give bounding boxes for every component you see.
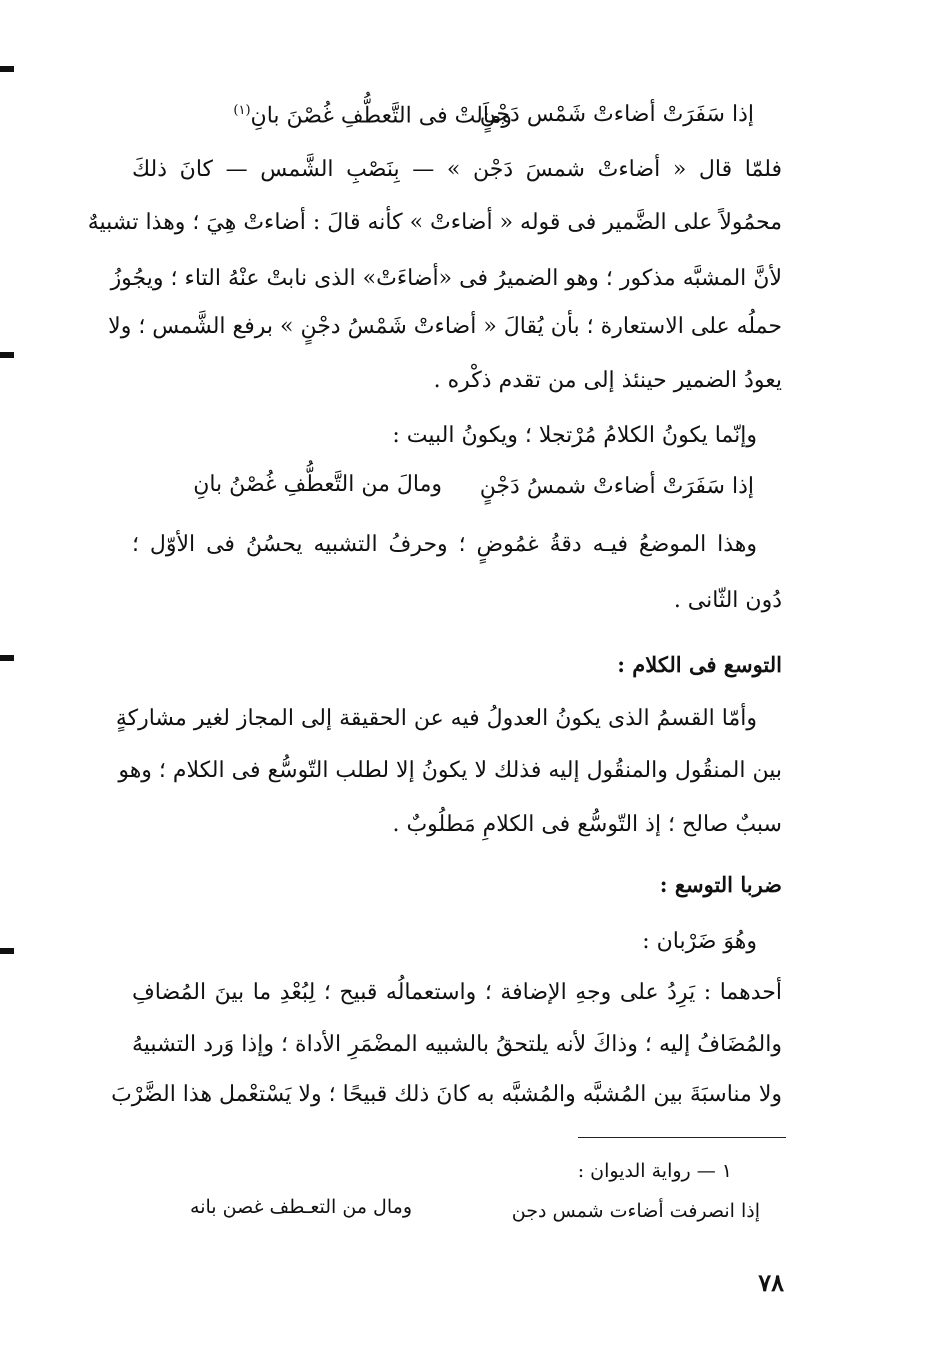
text-line: حملُه على الاستعارة ؛ بأن يُقالَ « أضاءتْ شَمْسُ دجْنٍ » برفع الشَّمس ؛ ولا: [108, 314, 782, 339]
margin-mark: [0, 352, 14, 358]
text-line: وإنّما يكونُ الكلامُ مُرْتجلا ؛ ويكونُ البيت :: [392, 423, 757, 448]
text-line: بين المنقُول والمنقُول إليه فذلك لا يكونُ إلا لطلب التّوسُّع فى الكلام ؛ وهو: [118, 758, 782, 783]
margin-mark: [0, 66, 14, 72]
margin-mark: [0, 948, 14, 954]
text-line: محمُولاً على الضَّمير فى قوله « أضاءتْ » كأنه قالَ : أضاءتْ هِيَ ؛ وهذا تشبيهٌ: [87, 210, 782, 235]
text-line: أحدهما : يَرِدُ على وجهِ الإضافة ؛ واستعمالُه قبيح ؛ لِبُعْدِ ما بينَ المُضافِ: [132, 980, 782, 1005]
verse-2-second-hemistich: ومالَ من التَّعطُّفِ غُصْنُ بانِ: [193, 472, 442, 497]
section-heading: ضربا التوسع :: [659, 872, 782, 897]
verse-1-first-hemistich: إذا سَفَرَتْ أضاءتْ شَمْس دَجْنٍ: [479, 102, 754, 127]
text-line: دُون الثّانى .: [673, 588, 782, 613]
text-line: فلمّا قال « أضاءتْ شمسَ دَجْن » — بِنَصْبِ الشَّمس — كانَ ذلكَ: [132, 157, 782, 182]
page-number: ٧٨: [758, 1268, 784, 1297]
text-line: وهُوَ ضَرْبان :: [642, 929, 757, 954]
text-line: وأمّا القسمُ الذى يكونُ العدولُ فيه عن الحقيقة إلى المجاز لغير مشاركةٍ: [115, 706, 757, 731]
footnote-ref: (١): [233, 103, 251, 118]
verse-1-second-hemistich: وماَلتْ فى التَّعطُّفِ غُصْنَ بانِ$^{(١)}$: [233, 103, 512, 129]
footnote-separator: [578, 1137, 786, 1138]
footnote-verse-first: إذا انصرفت أضاءت شمس دجن: [511, 1200, 760, 1222]
text-line: والمُضَافُ إليه ؛ وذاكَ لأنه يلتحقُ بالشبيه المضْمَرِ الأداة ؛ وإذا وَرد التشبيهُ: [132, 1032, 782, 1057]
text-line: ولا مناسبَةَ بين المُشبَّه والمُشبَّه به كانَ ذلك قبيحًا ؛ ولا يَسْتعْمل هذا الضَّرْبَ: [111, 1082, 782, 1107]
text-line: سببٌ صالح ؛ إذ التّوسُّع فى الكلامِ مَطلُوبٌ .: [392, 812, 782, 837]
verse-2-first-hemistich: إذا سَفَرَتْ أضاءتْ شمسُ دَجْنٍ: [479, 474, 754, 499]
section-heading: التوسع فى الكلام :: [617, 652, 782, 677]
margin-mark: [0, 655, 14, 661]
text-line: يعودُ الضمير حينئذ إلى من تقدم ذكْره .: [433, 368, 782, 393]
text-line: لأنَّ المشبَّه مذكور ؛ وهو الضميرُ فى «أضاءَتْ» الذى نابتْ عنْهُ التاء ؛ ويجُوزُ: [110, 266, 782, 291]
footnote-label: ١ — رواية الديوان :: [577, 1160, 732, 1182]
footnote-verse-second: ومال من التعـطف غصن بانه: [190, 1196, 412, 1218]
text-line: وهذا الموضعُ فيـه دقةُ غمُوضٍ ؛ وحرفُ التشبيه يحسُنُ فى الأوّل ؛: [132, 532, 757, 557]
